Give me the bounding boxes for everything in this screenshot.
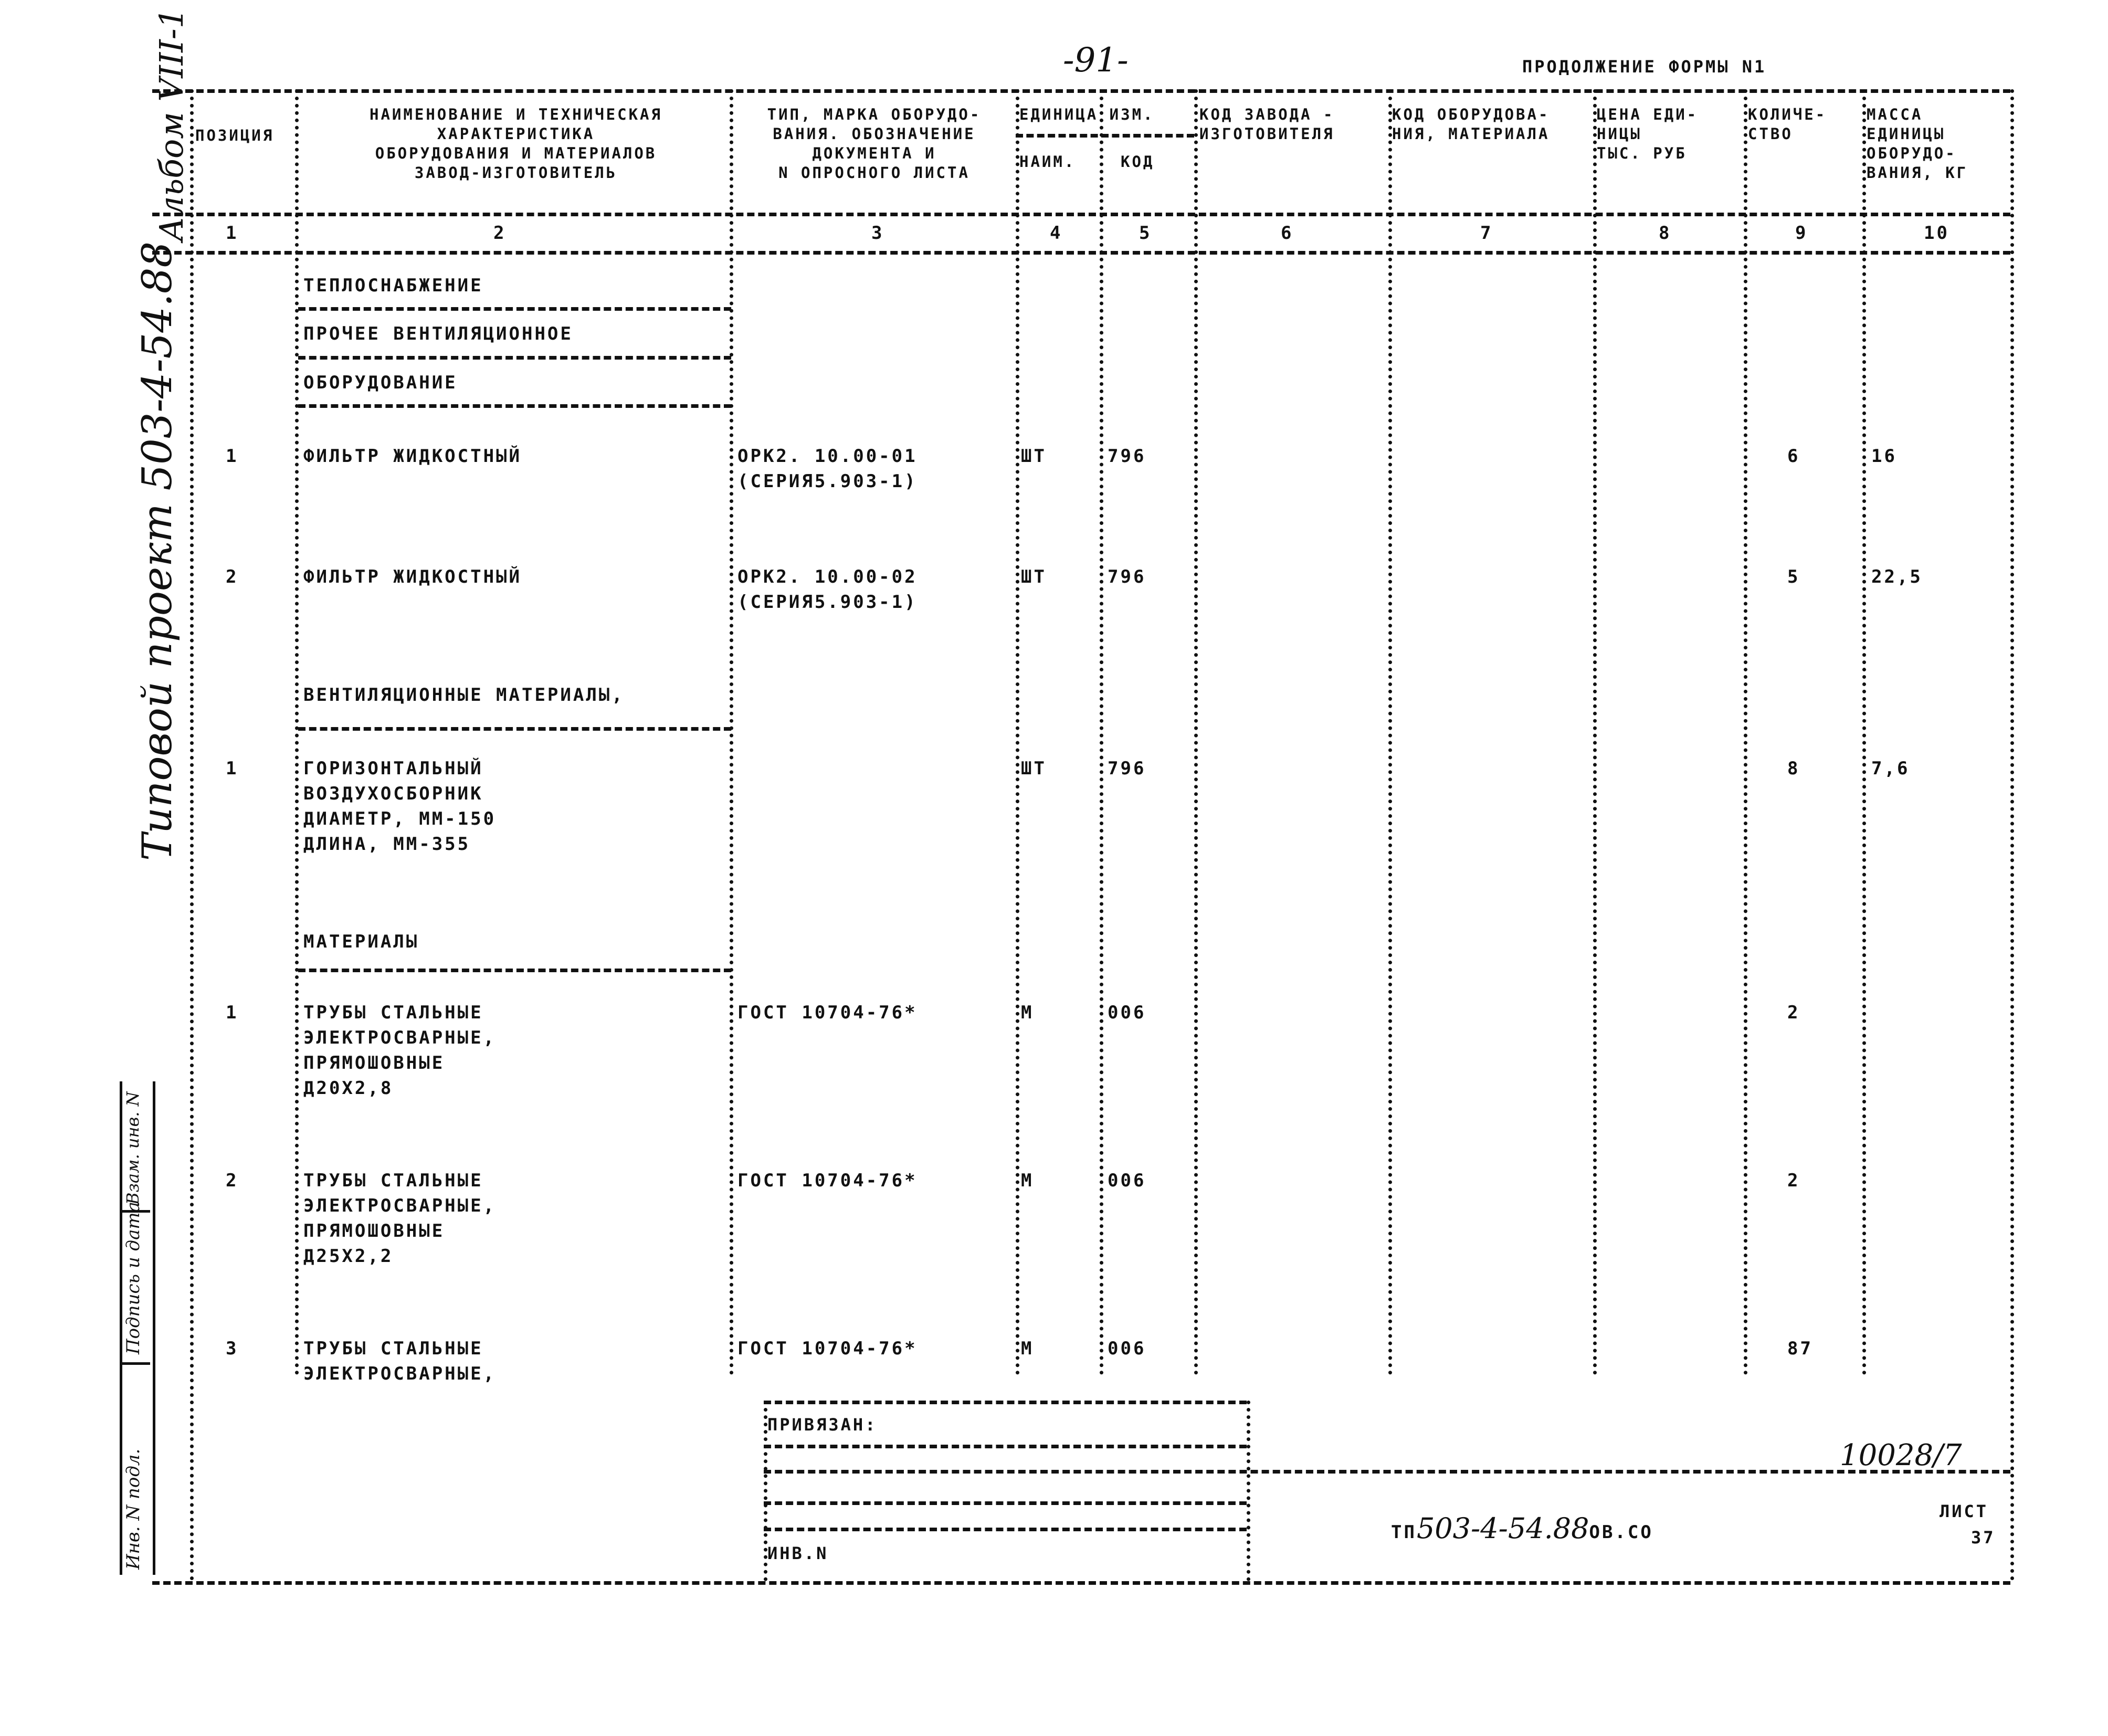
mass-cell: 7,6 (1871, 758, 1910, 779)
quantity-cell: 2 (1787, 1002, 1800, 1023)
unit-code-cell: 006 (1108, 1002, 1146, 1023)
type-cell: ГОСТ 10704-76* (737, 1170, 918, 1191)
unit-cell: ШТ (1021, 446, 1047, 467)
project-label: Типовой проект 503-4-54.88 (134, 241, 181, 861)
document-code (1391, 1512, 1653, 1545)
mass-cell: 22,5 (1871, 566, 1923, 587)
position-cell: 2 (226, 566, 239, 587)
unit-code-cell: 006 (1108, 1170, 1146, 1191)
column-number: 6 (1281, 223, 1294, 244)
position-cell: 1 (226, 446, 239, 467)
column-number: 7 (1480, 223, 1493, 244)
name-cell: ТРУБЫ СТАЛЬНЫЕ (303, 1002, 483, 1023)
page-number: -91- (1063, 41, 1129, 80)
doc-suffix: ОВ.СО (1589, 1522, 1653, 1543)
name-cell: ПРОЧЕЕ ВЕНТИЛЯЦИОННОЕ (303, 323, 573, 344)
unit-cell: М (1021, 1002, 1034, 1023)
unit-code-cell: 796 (1108, 566, 1146, 587)
column-number: 10 (1924, 223, 1949, 244)
header-unit: ЕДИНИЦА ИЗМ. (1019, 106, 1155, 123)
column-number: 1 (226, 223, 239, 244)
column-number: 2 (493, 223, 507, 244)
album-label: Альбом VIII-1 (152, 7, 191, 241)
quantity-cell: 8 (1787, 758, 1800, 779)
name-cell: ПРЯМОШОВНЫЕ (303, 1053, 445, 1074)
doc-prefix: ТП (1391, 1522, 1417, 1543)
name-cell: ВОЗДУХОСБОРНИК (303, 783, 483, 804)
continuation-title: ПРОДОЛЖЕНИЕ ФОРМЫ N1 (1522, 57, 1767, 77)
name-cell: ДИАМЕТР, ММ-150 (303, 808, 497, 829)
position-cell: 3 (226, 1338, 239, 1359)
unit-cell: ШТ (1021, 566, 1047, 587)
column-number: 4 (1050, 223, 1063, 244)
column-number: 5 (1139, 223, 1152, 244)
header-position: ПОЗИЦИЯ (195, 127, 275, 144)
stamp-divider-1 (120, 1362, 150, 1365)
header-unit-code: КОД (1121, 153, 1155, 171)
stamp-replaced-inv: Взам. инв. N (123, 1091, 143, 1205)
header-unit-name: НАИМ. (1019, 153, 1076, 171)
name-cell: ФИЛЬТР ЖИДКОСТНЫЙ (303, 446, 522, 467)
name-cell: Д25Х2,2 (303, 1246, 394, 1267)
sheet-label: ЛИСТ (1940, 1501, 1989, 1521)
name-cell: ЭЛЕКТРОСВАРНЫЕ, (303, 1027, 497, 1048)
position-cell: 1 (226, 1002, 239, 1023)
header-name: НАИМЕНОВАНИЕ И ТЕХНИЧЕСКАЯ ХАРАКТЕРИСТИКА ОБОРУДОВАНИЯ И МАТЕРИАЛОВ ЗАВОД-ИЗГОТОВИТЕЛЬ (370, 106, 662, 182)
header-mass: МАССА ЕДИНИЦЫ ОБОРУДО- ВАНИЯ, КГ (1867, 106, 1968, 182)
stamp-inv-orig: Инв. N подл. (123, 1448, 144, 1570)
unit-code-cell: 006 (1108, 1338, 1146, 1359)
name-cell: ЭЛЕКТРОСВАРНЫЕ, (303, 1363, 497, 1384)
sheet-number: 37 (1971, 1528, 1996, 1548)
type-cell: ОРК2. 10.00-02 (737, 566, 918, 587)
position-cell: 1 (226, 758, 239, 779)
header-equipment-code: КОД ОБОРУДОВА- НИЯ, МАТЕРИАЛА (1392, 106, 1550, 143)
quantity-cell: 5 (1787, 566, 1800, 587)
unit-cell: ШТ (1021, 758, 1047, 779)
inventory-label: ИНВ.N (767, 1543, 829, 1563)
quantity-cell: 87 (1787, 1338, 1813, 1359)
bound-label: ПРИВЯЗАН: (767, 1415, 878, 1435)
header-quantity: КОЛИЧЕ- СТВО (1748, 106, 1827, 143)
name-cell: ОБОРУДОВАНИЕ (303, 372, 458, 393)
name-cell: МАТЕРИАЛЫ (303, 931, 419, 952)
name-cell: ПРЯМОШОВНЫЕ (303, 1221, 445, 1241)
type-cell: ГОСТ 10704-76* (737, 1002, 918, 1023)
stamp-signature-date: Подпись и дата (123, 1202, 144, 1354)
type-cell: (СЕРИЯ5.903-1) (737, 471, 918, 492)
doc-number: 503-4-54.88 (1416, 1512, 1589, 1545)
position-cell: 2 (226, 1170, 239, 1191)
header-type: ТИП, МАРКА ОБОРУДО- ВАНИЯ. ОБОЗНАЧЕНИЕ ДОКУМЕНТА И N ОПРОСНОГО ЛИСТА (767, 106, 982, 182)
name-cell: ТРУБЫ СТАЛЬНЫЕ (303, 1338, 483, 1359)
order-number: 10028/7 (1840, 1438, 1962, 1472)
header-factory-code: КОД ЗАВОДА - ИЗГОТОВИТЕЛЯ (1199, 106, 1335, 143)
name-cell: ТЕПЛОСНАБЖЕНИЕ (303, 275, 483, 296)
name-cell: ТРУБЫ СТАЛЬНЫЕ (303, 1170, 483, 1191)
name-cell: ЭЛЕКТРОСВАРНЫЕ, (303, 1195, 497, 1216)
type-cell: ОРК2. 10.00-01 (737, 446, 918, 467)
quantity-cell: 6 (1787, 446, 1800, 467)
unit-code-cell: 796 (1108, 446, 1146, 467)
name-cell: ВЕНТИЛЯЦИОННЫЕ МАТЕРИАЛЫ, (303, 685, 625, 706)
unit-cell: М (1021, 1170, 1034, 1191)
name-cell: ФИЛЬТР ЖИДКОСТНЫЙ (303, 566, 522, 587)
unit-cell: М (1021, 1338, 1034, 1359)
column-number: 8 (1659, 223, 1672, 244)
type-cell: ГОСТ 10704-76* (737, 1338, 918, 1359)
unit-code-cell: 796 (1108, 758, 1146, 779)
mass-cell: 16 (1871, 446, 1897, 467)
quantity-cell: 2 (1787, 1170, 1800, 1191)
name-cell: ГОРИЗОНТАЛЬНЫЙ (303, 758, 483, 779)
name-cell: ДЛИНА, ММ-355 (303, 834, 471, 855)
type-cell: (СЕРИЯ5.903-1) (737, 592, 918, 613)
header-price: ЦЕНА ЕДИ- НИЦЫ ТЫС. РУБ (1597, 106, 1699, 162)
column-number: 9 (1795, 223, 1808, 244)
name-cell: Д20Х2,8 (303, 1078, 394, 1099)
column-number: 3 (871, 223, 884, 244)
